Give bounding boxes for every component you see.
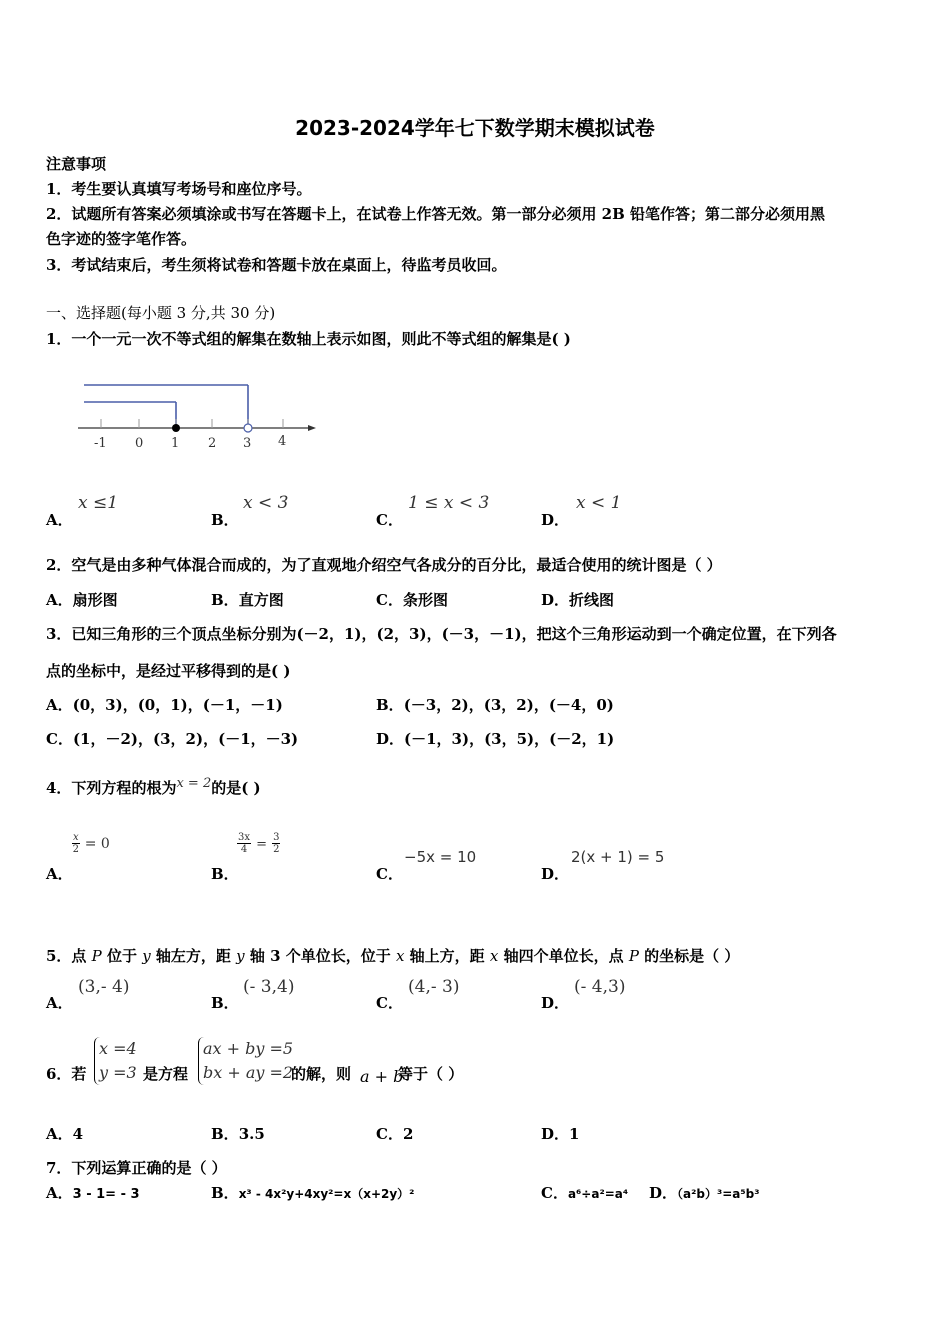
option-c: C．2 [376,1125,414,1143]
axis-label: 1 [171,436,180,451]
option-value: 1 ≤ x < 3 [408,493,490,513]
open-point [244,424,252,432]
option-label: A． [46,994,73,1012]
option-a: A．3 - 1= - 3 [46,1184,140,1202]
option-value: x < 1 [576,493,622,513]
equation-system: ax + by =5 bx + ay =2 [198,1037,293,1085]
question-3-stem-line2: 点的坐标中，是经过平移得到的是( ) [46,662,291,680]
option-value: 2(x + 1) = 5 [571,848,665,866]
question-6-prefix: 6．若 [46,1065,87,1083]
question-5-stem: 5．点 P 位于 y 轴左方，距 y 轴 3 个单位长，位于 x 轴上方，距 x 轴四个单位长，点 P 的坐标是（ ） [46,947,740,965]
option-value: −5x = 10 [404,848,477,866]
option-d: D．1 [541,1125,580,1143]
section-heading: 一、选择题(每小题 3 分,共 30 分) [46,304,276,322]
question-6-suffix: 等于（ ） [398,1065,464,1083]
axis-label: 3 [243,436,252,451]
question-1-stem: 1．一个一元一次不等式组的解集在数轴上表示如图，则此不等式组的解集是( ) [46,330,571,348]
option-label: B． [211,994,239,1012]
option-label: D． [541,865,570,883]
option-value: (- 4,3) [574,977,626,997]
axis-label: 0 [135,436,144,451]
option-label: C． [376,865,403,883]
option-b: B．(－3，2)，(3，2)，(－4，0) [376,696,614,714]
axis-label: -1 [94,436,107,451]
axis-label: 2 [208,436,217,451]
option-b: B．3.5 [211,1125,265,1143]
option-label: D． [541,511,570,529]
option-label: C． [376,511,403,529]
option-label: B． [211,865,239,883]
option-value: (4,- 3) [408,977,460,997]
option-label: A． [46,511,73,529]
option-c: C．条形图 [376,591,448,609]
option-value: x ≤1 [78,493,119,513]
question-2-stem: 2．空气是由多种气体混合而成的，为了直观地介绍空气各成分的百分比，最适合使用的统计图是（ ） [46,556,722,574]
axis-arrow [308,425,316,431]
option-d: D．折线图 [541,591,615,609]
expression: a + b [360,1067,404,1086]
option-a-equation: $\frac{x}{2}$ = 0 [72,832,110,855]
option-a: A．扇形图 [46,591,118,609]
option-a: A．4 [46,1125,84,1143]
notice-item: 色字迹的签字笔作答。 [46,230,197,248]
page-title: 2023-2024学年七下数学期末模拟试卷 [295,116,655,140]
option-label: A． [46,865,73,883]
option-a: A．(0，3)，(0，1)，(－1，－1) [46,696,283,714]
question-7-stem: 7．下列运算正确的是（ ） [46,1159,227,1177]
notice-item: 2．试题所有答案必须填涂或书写在答题卡上，在试卷上作答无效。第一部分必须用 2B 铅笔作答；第二部分必须用黑 [46,205,826,223]
question-3-stem-line1: 3．已知三角形的三个顶点坐标分别为(－2，1)，(2，3)，(－3，－1)，把这个三角形运动到一个确定位置，在下列各 [46,625,837,643]
option-value: x < 3 [243,493,289,513]
axis-label: 4 [278,434,287,449]
notice-item: 3．考试结束后，考生须将试卷和答题卡放在桌面上，待监考员收回。 [46,256,507,274]
option-label: D． [541,994,570,1012]
question-6-mid: 是方程 [143,1065,189,1083]
option-d: D．（a²b）³=a⁵b³ [649,1184,760,1202]
option-d: D．(－1，3)，(3，5)，(－2，1) [376,730,615,748]
option-b-equation: $\frac{3x}{4}$ = $\frac{3}{2}$ [238,832,280,855]
closed-point [172,424,180,432]
solution-system: x =4 y =3 [94,1037,137,1085]
option-b: B．x³ - 4x²y+4xy²=x（x+2y）² [211,1184,415,1202]
option-c: C．(1，－2)，(3，2)，(－1，－3) [46,730,299,748]
question-4-stem: 4．下列方程的根为x = 2的是( ) [46,776,261,797]
number-line-figure [70,375,330,455]
notice-item: 1．考生要认真填写考场号和座位序号。 [46,180,312,198]
option-c: C．a⁶÷a²=a⁴ [541,1184,629,1202]
option-value: (- 3,4) [243,977,295,997]
option-label: C． [376,994,403,1012]
option-label: B． [211,511,239,529]
notice-heading: 注意事项 [46,155,107,173]
option-b: B．直方图 [211,591,284,609]
question-6-suffix: 的解，则 [291,1065,352,1083]
option-value: (3,- 4) [78,977,130,997]
